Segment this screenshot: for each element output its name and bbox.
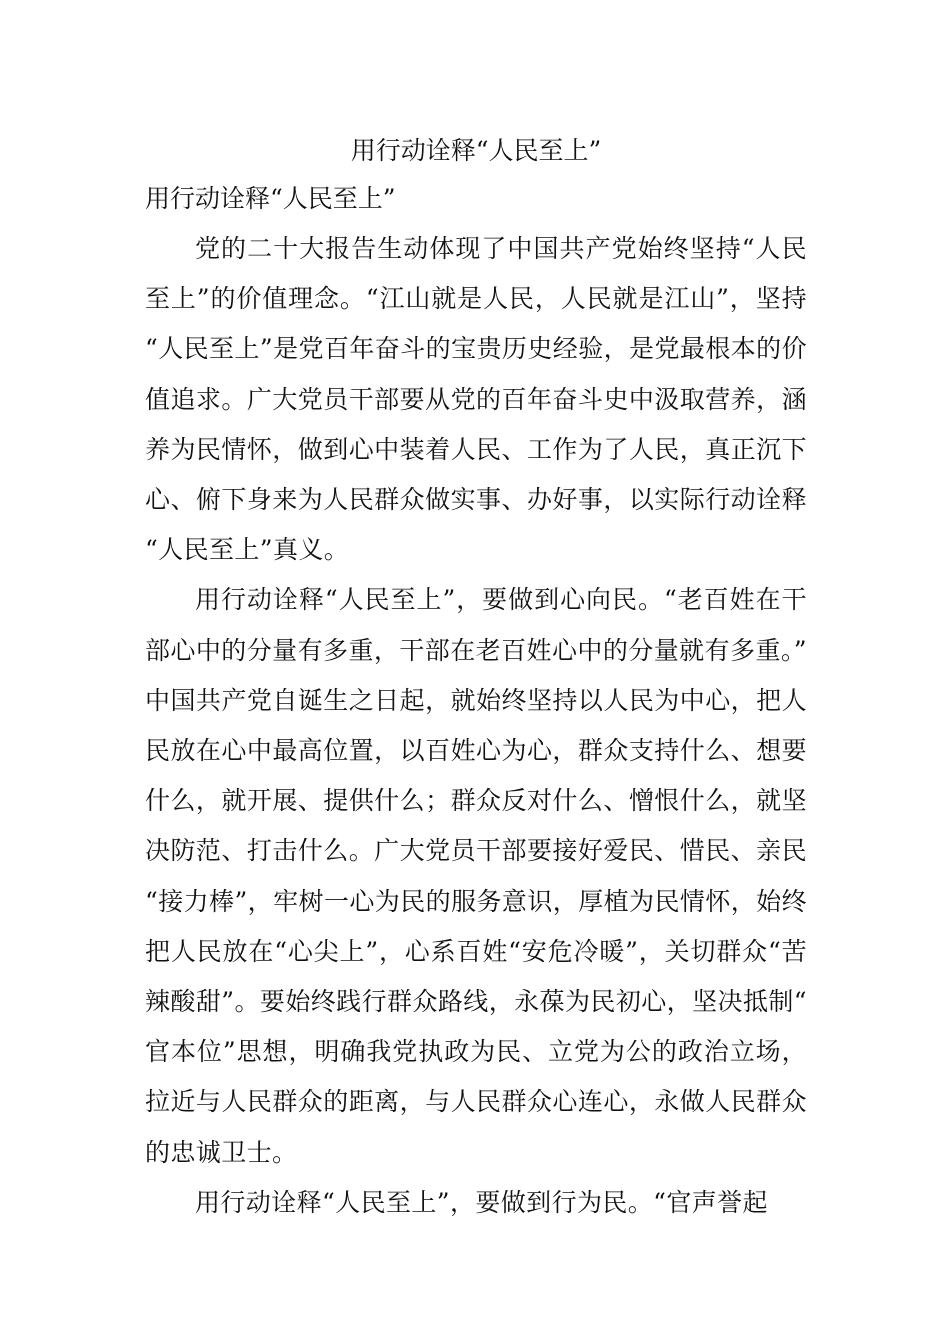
paragraph-1: 党的二十大报告生动体现了中国共产党始终坚持“人民至上”的价值理念。“江山就是人民，人民就是江山”，坚持“人民至上”是党百年奋斗的宝贵历史经验，是党最根本的价值追求。广大党员干部要从党的百年奋斗史中汲取营养，涵养为民情怀，做到心中装着人民、工作为了人民，真正沉下心、俯下身来为人民群众做实事、办好事，以实际行动诠释“人民至上”真义。 [145, 234, 807, 565]
paragraph-2: 用行动诠释“人民至上”，要做到心向民。“老百姓在干部心中的分量有多重，干部在老百姓心中的分量就有多重。”中国共产党自诞生之日起，就始终坚持以人民为中心，把人民放在心中最高位置，以百姓心为心，群众支持什么、想要什么，就开展、提供什么；群众反对什么、憎恨什么，就坚决防范、打击什么。广大党员干部要接好爱民、惜民、亲民“接力棒”，牢树一心为民的服务意识，厚植为民情怀，始终把人民放在“心尖上”，心系百姓“安危冷暖”，关切群众“苦辣酸甜”。要始终践行群众路线，永葆为民初心，坚决抵制“官本位”思想，明确我党执政为民、立党为公的政治立场，拉近与人民群众的距离，与人民群众心连心，永做人民群众的忠诚卫士。 [145, 585, 807, 1167]
document-title: 用行动诠释“人民至上” [350, 136, 602, 165]
document-subtitle: 用行动诠释“人民至上” [145, 184, 396, 213]
document-page [145, 128, 807, 1228]
paragraph-3: 用行动诠释“人民至上”，要做到行为民。“官声誉起 [195, 1187, 768, 1217]
